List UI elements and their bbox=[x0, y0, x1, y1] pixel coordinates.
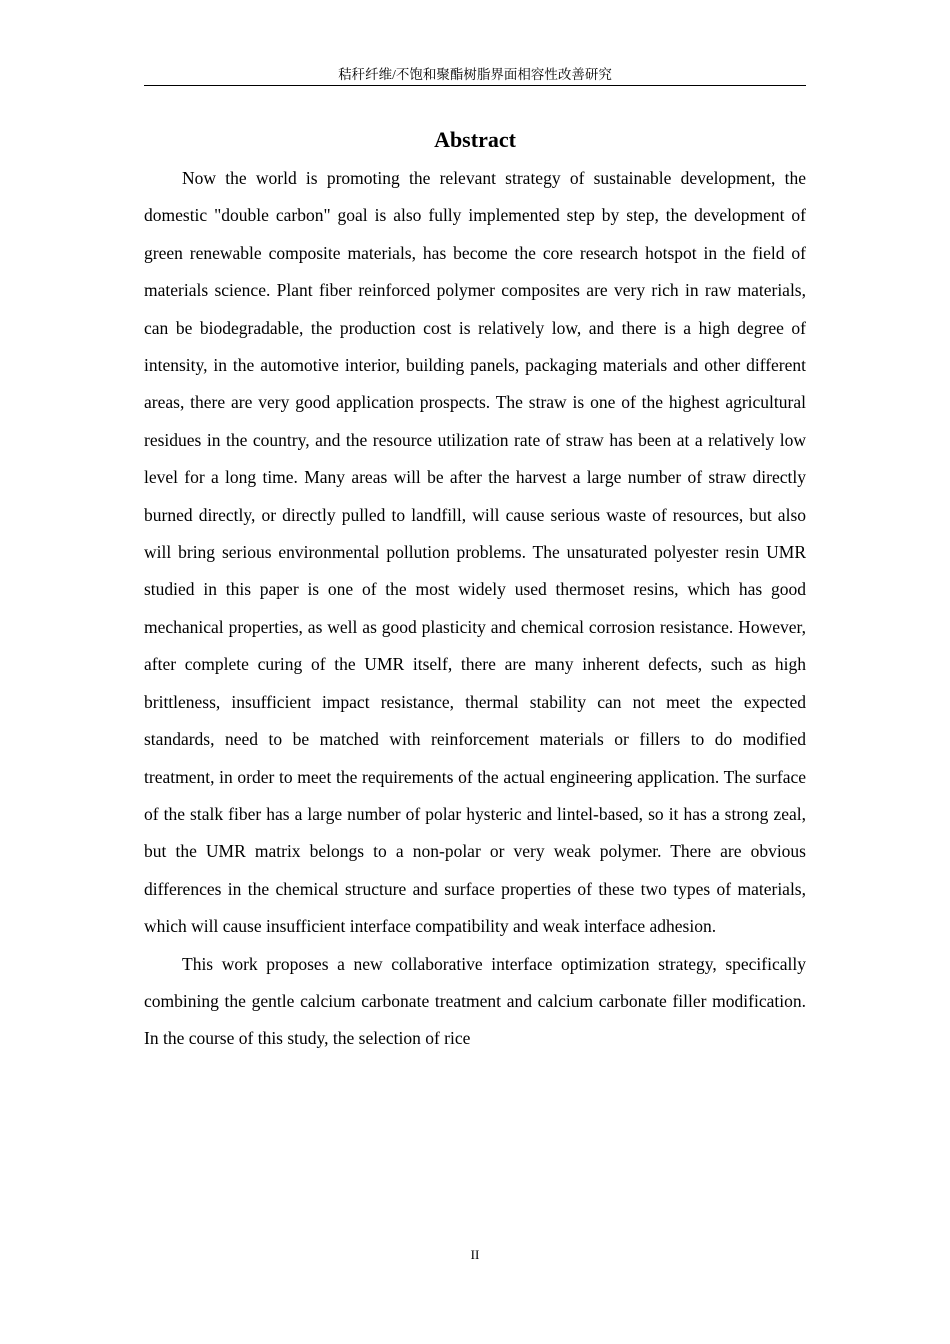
page-number: II bbox=[470, 1247, 480, 1262]
abstract-body bbox=[144, 160, 806, 1058]
abstract-paragraph-1: Now the world is promoting the relevant strategy of sustainable development, the domestic "double carbon" goal is also fully implemented step by step, the development of green renewable composite materials, has become the core research hotspot in the field of materials science. Plant fiber reinforced polymer composites are very rich in raw materials, can be biodegradable, the production cost is relatively low, and there is a high degree of intensity, in the automotive interior, building panels, packaging materials and other different areas, there are very good application prospects. The straw is one of the highest agricultural residues in the country, and the resource utilization rate of straw has been at a relatively low level for a long time. Many areas will be after the harvest a large number of straw directly burned directly, or directly pulled to landfill, will cause serious waste of resources, but also will bring serious environmental pollution problems. The unsaturated polyester resin UMR studied in this paper is one of the most widely used thermoset resins, which has good mechanical properties, as well as good plasticity and chemical corrosion resistance. However, after complete curing of the UMR itself, there are many inherent defects, such as high brittleness, insufficient impact resistance, thermal stability can not meet the expected standards, need to be matched with reinforcement materials or fillers to do modified treatment, in order to meet the requirements of the actual engineering application. The surface of the stalk fiber has a large number of polar hysteric and lintel-based, so it has a strong zeal, but the UMR matrix belongs to a non-polar or very weak polymer. There are obvious differences in the chemical structure and surface properties of these two types of materials, which will cause insufficient interface compatibility and weak interface adhesion. bbox=[144, 168, 806, 937]
abstract-paragraph-2: This work proposes a new collaborative interface optimization strategy, specifically combining the gentle calcium carbonate treatment and calcium carbonate filler modification. In the course of this study, the selection of rice bbox=[144, 953, 806, 1049]
running-header: 秸秆纤维/不饱和聚酯树脂界面相容性改善研究 bbox=[144, 66, 806, 86]
abstract-title: Abstract bbox=[434, 127, 516, 152]
